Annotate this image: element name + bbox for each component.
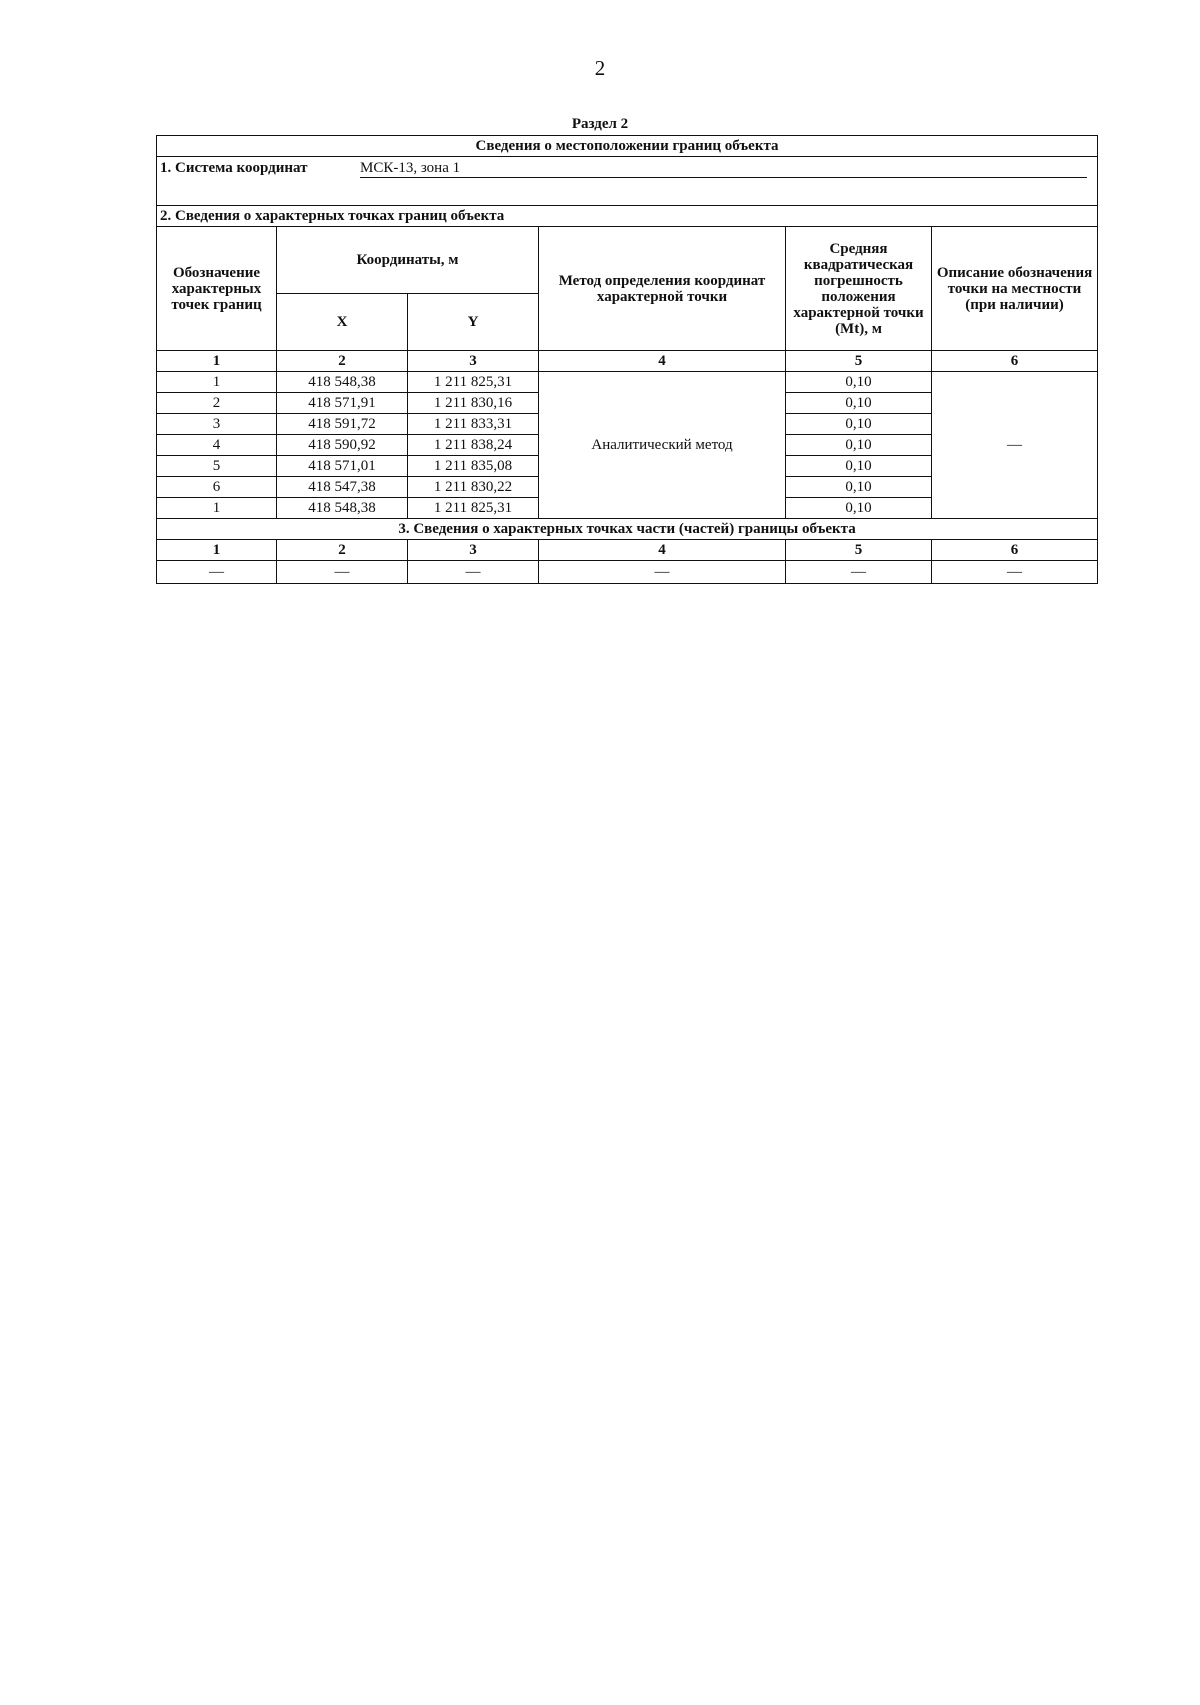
header-error: Средняя квадратическая погрешность положения характерной точки (Mt), м <box>786 227 932 351</box>
point-number: 1 <box>157 372 277 393</box>
header-designation: Обозначение характерных точек границ <box>157 227 277 351</box>
column-number: 1 <box>157 351 277 372</box>
point-number: 6 <box>157 477 277 498</box>
characteristic-points-title: 2. Сведения о характерных точках границ объекта <box>157 206 1098 227</box>
column-number: 5 <box>786 351 932 372</box>
section-title: Раздел 2 <box>571 116 629 132</box>
part-column-numbers-row <box>157 540 1098 561</box>
column-number: 1 <box>157 540 277 561</box>
part-dash-row <box>157 561 1098 584</box>
header-y: Y <box>408 294 539 351</box>
page-number: 2 <box>594 56 606 80</box>
point-y: 1 211 838,24 <box>408 435 539 456</box>
column-numbers-row <box>157 351 1098 372</box>
column-number: 2 <box>277 351 408 372</box>
point-error: 0,10 <box>786 372 932 393</box>
point-error: 0,10 <box>786 393 932 414</box>
point-number: 1 <box>157 498 277 519</box>
column-number: 3 <box>408 540 539 561</box>
header-coordinates: Координаты, м <box>277 227 539 294</box>
point-number: 4 <box>157 435 277 456</box>
point-x: 418 548,38 <box>277 498 408 519</box>
dash-cell: — <box>539 561 786 584</box>
column-number: 4 <box>539 540 786 561</box>
point-x: 418 571,91 <box>277 393 408 414</box>
dash-cell: — <box>157 561 277 584</box>
method-value: Аналитический метод <box>539 372 786 519</box>
coordinate-system-value: МСК-13, зона 1 <box>360 159 1087 178</box>
point-y: 1 211 833,31 <box>408 414 539 435</box>
point-y: 1 211 825,31 <box>408 372 539 393</box>
column-number: 2 <box>277 540 408 561</box>
point-y: 1 211 830,22 <box>408 477 539 498</box>
column-number: 4 <box>539 351 786 372</box>
boundary-table <box>156 135 1098 584</box>
table-title: Сведения о местоположении границ объекта <box>157 136 1098 157</box>
header-method: Метод определения координат характерной точки <box>539 227 786 351</box>
point-number: 5 <box>157 456 277 477</box>
point-y: 1 211 825,31 <box>408 498 539 519</box>
column-number: 6 <box>932 351 1098 372</box>
column-number: 5 <box>786 540 932 561</box>
point-y: 1 211 835,08 <box>408 456 539 477</box>
point-x: 418 547,38 <box>277 477 408 498</box>
point-error: 0,10 <box>786 435 932 456</box>
point-number: 2 <box>157 393 277 414</box>
column-number: 6 <box>932 540 1098 561</box>
point-x: 418 548,38 <box>277 372 408 393</box>
point-y: 1 211 830,16 <box>408 393 539 414</box>
point-x: 418 591,72 <box>277 414 408 435</box>
dash-cell: — <box>786 561 932 584</box>
dash-cell: — <box>408 561 539 584</box>
dash-cell: — <box>932 561 1098 584</box>
point-x: 418 590,92 <box>277 435 408 456</box>
description-value: — <box>932 372 1098 519</box>
header-description: Описание обозначения точки на местности (при наличии) <box>932 227 1098 351</box>
dash-cell: — <box>277 561 408 584</box>
point-error: 0,10 <box>786 498 932 519</box>
table-row <box>157 372 1098 393</box>
coordinate-system-label: 1. Система координат <box>160 160 308 176</box>
point-error: 0,10 <box>786 477 932 498</box>
part-points-title: 3. Сведения о характерных точках части (частей) границы объекта <box>157 519 1098 540</box>
header-x: X <box>277 294 408 351</box>
point-x: 418 571,01 <box>277 456 408 477</box>
column-number: 3 <box>408 351 539 372</box>
coordinate-system-row <box>157 157 1098 206</box>
point-error: 0,10 <box>786 456 932 477</box>
point-error: 0,10 <box>786 414 932 435</box>
point-number: 3 <box>157 414 277 435</box>
